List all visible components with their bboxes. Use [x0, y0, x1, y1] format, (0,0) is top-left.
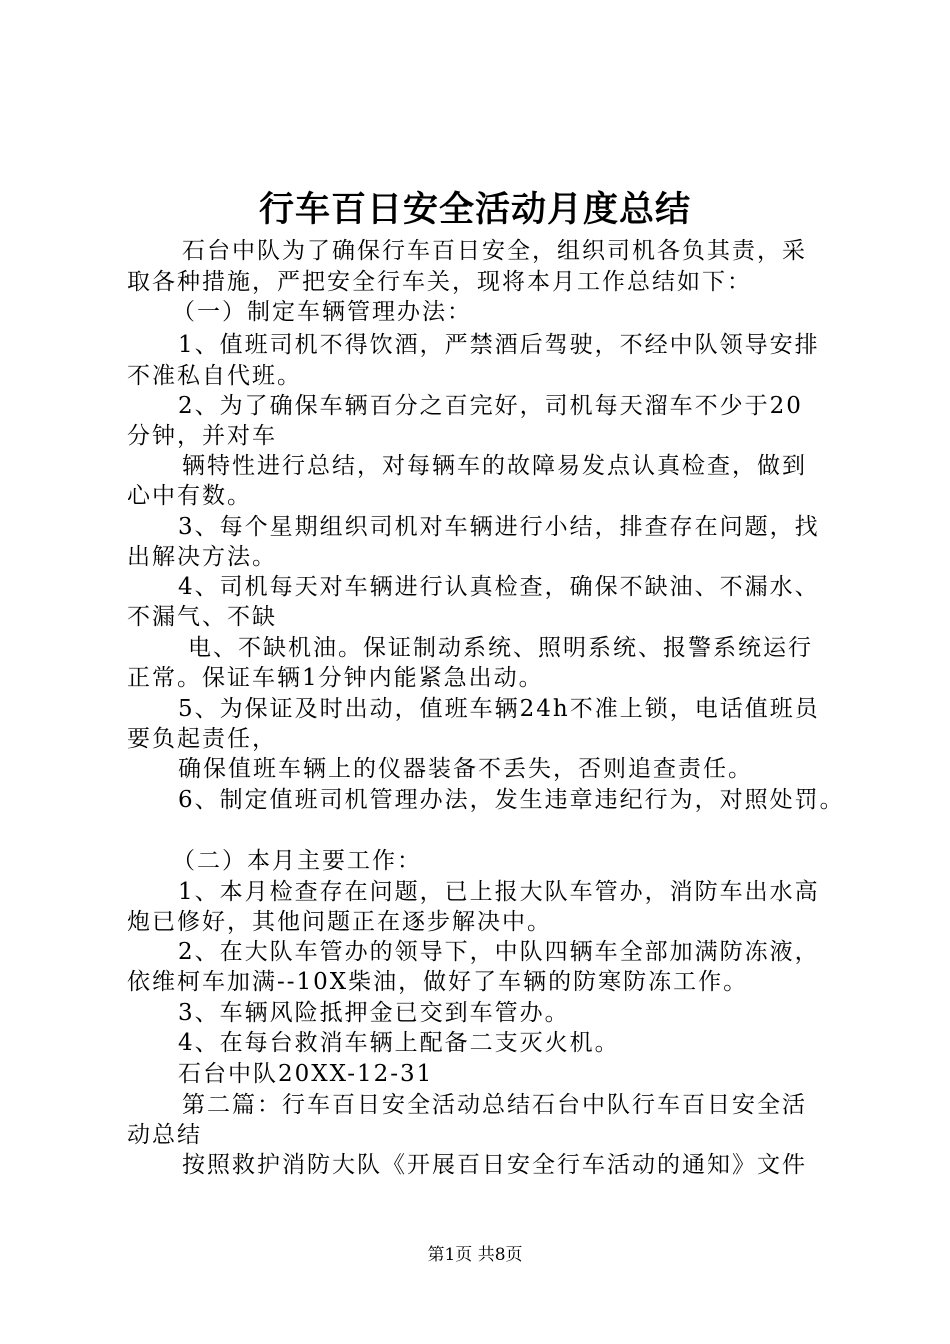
text-line: 辆特性进行总结，对每辆车的故障易发点认真检查，做到 — [182, 453, 807, 479]
text-line: 出解决方法。 — [127, 544, 277, 570]
text-line: 石台中队为了确保行车百日安全，组织司机各负其责，采 — [182, 238, 807, 264]
text-line: 2、为了确保车辆百分之百完好，司机每天溜车不少于20 — [178, 393, 803, 419]
text-line: 5、为保证及时出动，值班车辆24h不准上锁，电话值班员 — [178, 696, 820, 722]
text-line: 第二篇：行车百日安全活动总结石台中队行车百日安全活 — [182, 1092, 807, 1118]
text-line: 动总结 — [127, 1122, 202, 1148]
text-line: 3、车辆风险抵押金已交到车管办。 — [178, 1000, 570, 1026]
text-line: 不漏气、不缺 — [127, 604, 277, 630]
section-heading: （一）制定车辆管理办法： — [172, 299, 472, 325]
text-line: 依维柯车加满--10X柴油，做好了车辆的防寒防冻工作。 — [127, 969, 749, 995]
text-line: 正常。保证车辆1分钟内能紧急出动。 — [127, 665, 544, 691]
text-line: 炮已修好，其他问题正在逐步解决中。 — [127, 909, 552, 935]
text-line: 电、不缺机油。保证制动系统、照明系统、报警系统运行 — [188, 635, 813, 661]
text-line: 2、在大队车管办的领导下，中队四辆车全部加满防冻液， — [178, 939, 820, 965]
text-line: 1、本月检查存在问题，已上报大队车管办，消防车出水高 — [178, 879, 820, 905]
document-title: 行车百日安全活动月度总结 — [258, 189, 691, 230]
text-line: 1、值班司机不得饮酒，严禁酒后驾驶，不经中队领导安排 — [178, 332, 820, 358]
text-line: 确保值班车辆上的仪器装备不丢失，否则追查责任。 — [178, 756, 753, 782]
page-footer: 第1页 共8页 — [427, 1245, 523, 1265]
text-line: 取各种措施，严把安全行车关，现将本月工作总结如下： — [127, 269, 752, 295]
text-line: 3、每个星期组织司机对车辆进行小结，排查存在问题，找 — [178, 514, 820, 540]
text-line: 4、司机每天对车辆进行认真检查，确保不缺油、不漏水、 — [178, 574, 820, 600]
text-line: 要负起责任， — [127, 726, 277, 752]
text-line: 4、在每台救消车辆上配备二支灭火机。 — [178, 1030, 620, 1056]
text-line: 6、制定值班司机管理办法，发生违章违纪行为，对照处罚。 — [178, 787, 845, 813]
text-line: 分钟，并对车 — [127, 423, 277, 449]
signature-date: 石台中队20XX-12-31 — [178, 1061, 434, 1087]
text-line: 心中有数。 — [127, 483, 252, 509]
text-line: 不准私自代班。 — [127, 363, 302, 389]
section-heading: （二）本月主要工作： — [172, 848, 422, 874]
text-line: 按照救护消防大队《开展百日安全行车活动的通知》文件 — [182, 1152, 807, 1178]
